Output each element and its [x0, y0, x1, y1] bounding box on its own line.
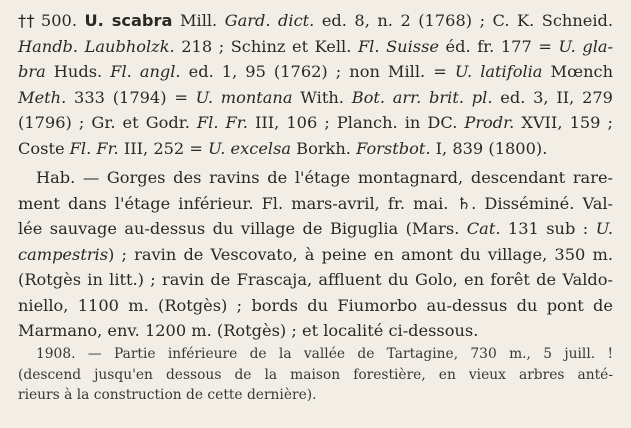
collection-note: [18, 344, 613, 406]
species-name: U. scabra: [84, 11, 173, 30]
text-run: Borkh.: [291, 138, 357, 158]
text-run: III, 252 =: [118, 138, 209, 158]
line-segments: [180, 11, 613, 30]
text-run: With.: [292, 87, 352, 107]
entry-number: 500.: [40, 11, 77, 30]
note-line-3: [18, 385, 613, 406]
text-run: rieurs à la construction de cette dernière).: [18, 387, 317, 403]
italic-run: Cat.: [466, 219, 501, 238]
text-run: ) ; ravin de Vescovato, à peine en amont du village, 350 m.: [108, 244, 613, 264]
habitat-line-3: [18, 216, 613, 242]
text-run: III, 106 ; Planch. in DC.: [247, 113, 465, 132]
habitat-line-6: [18, 293, 613, 319]
text-run: Marmano, env. 1200 m. (Rotgès) ; et localité ci-dessous.: [18, 321, 479, 340]
text-run: Hab. — Gorges des ravins de l'étage montagnard, descendant rare-: [36, 168, 613, 187]
text-run: I, 839 (1800).: [430, 138, 548, 158]
italic-run: Forstbot.: [356, 138, 431, 158]
italic-run: Fl. Fr.: [69, 138, 119, 158]
text-run: Coste: [18, 138, 70, 158]
double-dagger-marker: ††: [18, 11, 35, 30]
text-run: 333 (1794) =: [66, 87, 196, 107]
italic-run: Bot. arr. brit. pl.: [351, 87, 493, 107]
text-run: ed. 1, 95 (1762) ; non Mill. =: [180, 62, 455, 81]
italic-run: bra: [18, 62, 46, 81]
italic-run: U. montana: [195, 87, 293, 107]
note-line-1: [18, 344, 613, 365]
italic-run: U.: [595, 219, 613, 238]
italic-run: campestris: [18, 244, 109, 264]
synonymy-line-1: [18, 8, 613, 34]
italic-run: U. gla-: [558, 36, 613, 56]
text-run: ed. 8, n. 2 (1768) ; C. K. Schneid.: [314, 11, 614, 30]
italic-run: U. latifolia: [454, 62, 543, 81]
italic-run: Fl. angl.: [110, 62, 181, 81]
habitat-paragraph: [18, 165, 613, 344]
italic-run: Meth.: [18, 87, 67, 107]
text-run: niello, 1100 m. (Rotgès) ; bords du Fiumorbo au-dessus du pont de: [18, 295, 613, 315]
synonymy-line-3: [18, 59, 613, 85]
habitat-line-1: [18, 165, 613, 191]
note-line-2: [18, 365, 613, 386]
synonymy-line-2: [18, 34, 613, 60]
text-run: ment dans l'étage inférieur. Fl. mars-avril, fr. mai. ♄. Disséminé. Val-: [18, 193, 613, 213]
synonymy-line-6: [18, 136, 613, 162]
text-run: 218 ; Schinz et Kell.: [174, 36, 358, 56]
italic-run: Fl. Suisse: [357, 36, 439, 56]
text-run: Mill.: [179, 11, 225, 30]
text-run: 131 sub :: [500, 219, 596, 238]
italic-run: Gard. dict.: [224, 11, 315, 30]
italic-run: Prodr.: [464, 113, 515, 132]
text-run: Huds.: [45, 62, 111, 81]
synonymy-line-4: [18, 85, 613, 111]
text-run: XVII, 159 ;: [514, 113, 613, 132]
text-run: éd. fr. 177 =: [438, 36, 559, 56]
text-run: (Rotgès in litt.) ; ravin de Frascaja, affluent du Golo, en forêt de Valdo-: [18, 270, 613, 289]
synonymy-paragraph: [18, 8, 613, 161]
habitat-line-2: [18, 191, 613, 217]
text-run: Mœnch: [542, 62, 613, 81]
habitat-line-5: [18, 267, 613, 293]
italic-run: Fl. Fr.: [196, 113, 248, 132]
habitat-line-7: [18, 318, 613, 344]
italic-run: U. excelsa: [208, 138, 292, 158]
italic-run: Handb. Laubholzk.: [18, 36, 175, 56]
text-run: 1908. — Partie inférieure de la vallée de Tartagine, 730 m., 5 juill. !: [36, 346, 613, 362]
habitat-line-4: [18, 242, 613, 268]
text-run: ed. 3, II, 279: [492, 87, 613, 107]
text-run: (1796) ; Gr. et Godr.: [18, 113, 197, 132]
text-run: (descend jusqu'en dessous de la maison forestière, en vieux arbres anté-: [18, 366, 613, 383]
text-run: lée sauvage au-dessus du village de Biguglia (Mars.: [18, 219, 467, 238]
synonymy-line-5: [18, 110, 613, 136]
